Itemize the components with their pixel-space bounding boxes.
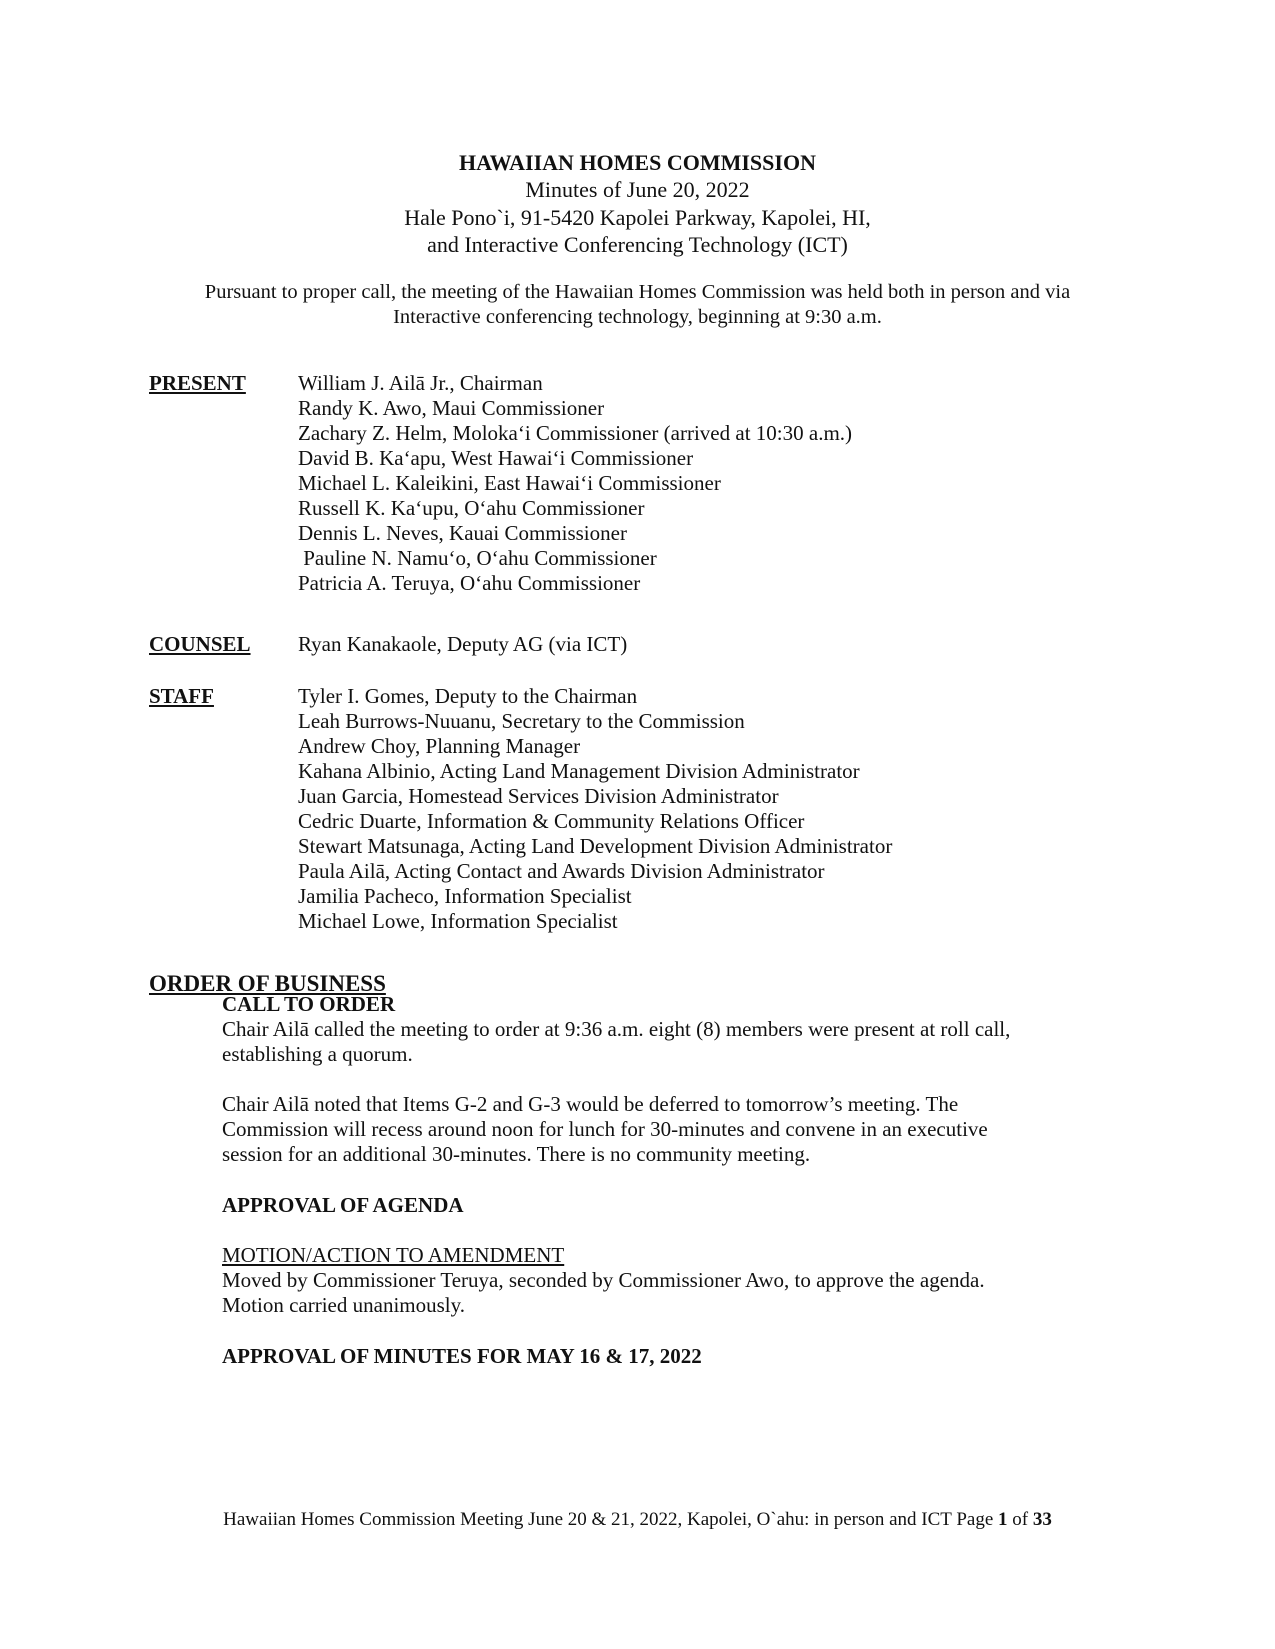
call-to-order-heading: CALL TO ORDER (222, 992, 396, 1016)
document-title: HAWAIIAN HOMES COMMISSION (459, 150, 816, 175)
staff-name: Juan Garcia, Homestead Services Division Administrator (298, 784, 779, 808)
approval-of-minutes-section (222, 1344, 1122, 1369)
attendee-name: Pauline N. Namu‘o, O‘ahu Commissioner (298, 546, 657, 570)
footer-text: Hawaiian Homes Commission Meeting June 20 & 21, 2022, Kapolei, O`ahu: in person and ICT Page (223, 1509, 998, 1530)
attendee-name: Randy K. Awo, Maui Commissioner (298, 396, 605, 420)
page-footer (0, 1508, 1275, 1532)
meeting-location-continued: and Interactive Conferencing Technology (ICT) (427, 232, 848, 257)
attendee-name: Dennis L. Neves, Kauai Commissioner (298, 521, 627, 545)
call-to-order-line: Commission will recess around noon for lunch for 30-minutes and convene in an executive (222, 1117, 988, 1141)
motion-heading: MOTION/ACTION TO AMENDMENT (222, 1243, 565, 1267)
document-header (0, 149, 1275, 259)
staff-label: STAFF (149, 684, 214, 708)
counsel-label: COUNSEL (149, 632, 251, 656)
counsel-name: Ryan Kanakaole, Deputy AG (via ICT) (298, 632, 628, 656)
call-to-order-line: Chair Ailā called the meeting to order at 9:36 a.m. eight (8) members were present at roll call, (222, 1017, 1011, 1041)
present-list (298, 371, 852, 596)
attendee-name: Michael L. Kaleikini, East Hawai‘i Commissioner (298, 471, 721, 495)
approval-of-agenda-heading: APPROVAL OF AGENDA (222, 1193, 464, 1217)
staff-name: Leah Burrows-Nuuanu, Secretary to the Commission (298, 709, 745, 733)
staff-name: Andrew Choy, Planning Manager (298, 734, 581, 758)
motion-line: Moved by Commissioner Teruya, seconded by Commissioner Awo, to approve the agenda. (222, 1268, 985, 1292)
staff-name: Cedric Duarte, Information & Community Relations Officer (298, 809, 805, 833)
call-to-order-line: establishing a quorum. (222, 1042, 413, 1066)
attendee-name: Patricia A. Teruya, O‘ahu Commissioner (298, 571, 641, 595)
staff-list (298, 684, 892, 934)
counsel-list (298, 632, 627, 657)
motion-line: Motion carried unanimously. (222, 1293, 466, 1317)
call-to-order-line: Chair Ailā noted that Items G-2 and G-3 would be deferred to tomorrow’s meeting. The (222, 1092, 959, 1116)
approval-of-minutes-heading: APPROVAL OF MINUTES FOR MAY 16 & 17, 2022 (222, 1344, 702, 1368)
staff-name: Stewart Matsunaga, Acting Land Development Division Administrator (298, 834, 893, 858)
intro-paragraph (120, 280, 1155, 330)
order-of-business-heading: ORDER OF BUSINESS (149, 971, 386, 996)
staff-name: Kahana Albinio, Acting Land Management Division Administrator (298, 759, 860, 783)
staff-name: Jamilia Pacheco, Information Specialist (298, 884, 632, 908)
call-to-order-section (222, 992, 1122, 1167)
page-number: 1 (998, 1509, 1008, 1530)
document-subtitle: Minutes of June 20, 2022 (525, 177, 750, 202)
attendee-name: David B. Ka‘apu, West Hawai‘i Commissioner (298, 446, 694, 470)
staff-name: Michael Lowe, Information Specialist (298, 909, 618, 933)
attendee-name: Zachary Z. Helm, Moloka‘i Commissioner (arrived at 10:30 a.m.) (298, 421, 853, 445)
attendee-name: Russell K. Ka‘upu, O‘ahu Commissioner (298, 496, 645, 520)
intro-line: Pursuant to proper call, the meeting of the Hawaiian Homes Commission was held both in person and via (204, 281, 1071, 303)
meeting-location: Hale Pono`i, 91-5420 Kapolei Parkway, Kapolei, HI, (404, 204, 871, 230)
present-label: PRESENT (149, 371, 246, 395)
footer-of: of (1007, 1509, 1033, 1530)
staff-name: Tyler I. Gomes, Deputy to the Chairman (298, 684, 638, 708)
call-to-order-line: session for an additional 30-minutes. There is no community meeting. (222, 1142, 811, 1166)
intro-line: Interactive conferencing technology, beginning at 9:30 a.m. (393, 306, 882, 328)
page-total: 33 (1032, 1509, 1052, 1530)
approval-of-agenda-section (222, 1193, 1122, 1318)
attendee-name: William J. Ailā Jr., Chairman (298, 371, 543, 395)
staff-name: Paula Ailā, Acting Contact and Awards Division Administrator (298, 859, 825, 883)
